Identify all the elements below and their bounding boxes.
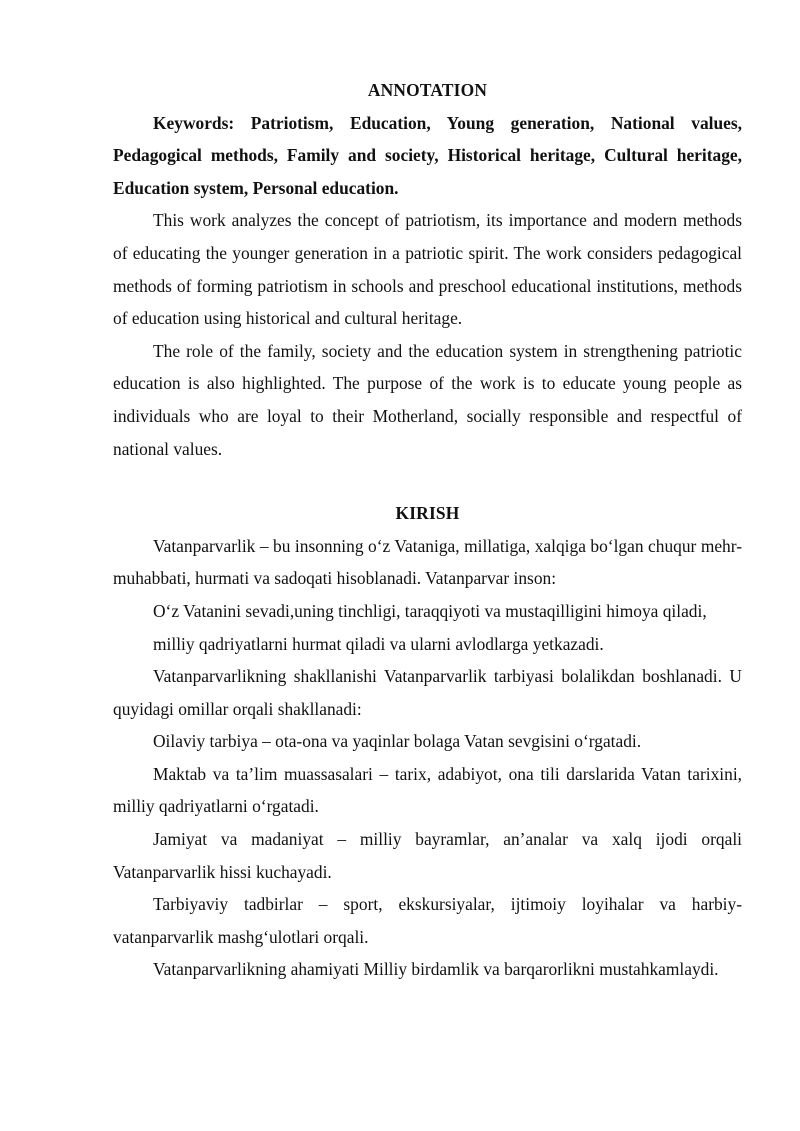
kirish-paragraph: milliy qadriyatlarni hurmat qiladi va ularni avlodlarga yetkazadi. <box>153 633 604 654</box>
annotation-heading: ANNOTATION <box>367 80 488 100</box>
kirish-paragraph: Maktab va ta’lim muassasalari – tarix, adabiyot, ona tili darslarida Vatan tarixini, milliy qadriyatlarni o‘rgatadi. <box>113 763 742 817</box>
annotation-paragraph: This work analyzes the concept of patriotism, its importance and modern methods of educating the younger generation in a patriotic spirit. The work considers pedagogical methods of forming patriotism in schools and preschool educational institutions, methods of education using historical and cultural heritage. <box>113 210 742 329</box>
kirish-paragraph: Jamiyat va madaniyat – milliy bayramlar, an’analar va xalq ijodi orqali Vatanparvarlik hissi kuchayadi. <box>113 829 742 882</box>
document-page <box>113 74 742 986</box>
kirish-paragraph: O‘z Vatanini sevadi,uning tinchligi, taraqqiyoti va mustaqilligini himoya qiladi, <box>153 600 707 621</box>
annotation-paragraph: The role of the family, society and the education system in strengthening patriotic education is also highlighted. The purpose of the work is to educate young people as individuals who are loyal to their Motherland, socially responsible and respectful of national values. <box>113 340 742 459</box>
keywords-paragraph: Keywords: Patriotism, Education, Young generation, National values, Pedagogical methods, Family and society, Historical heritage, Cultural heritage, Education system, Personal education. <box>113 112 742 198</box>
kirish-heading: KIRISH <box>395 503 460 524</box>
kirish-paragraph: Tarbiyaviy tadbirlar – sport, ekskursiyalar, ijtimoiy loyihalar va harbiy-vatanparvarlik mashg‘ulotlari orqali. <box>113 894 742 947</box>
kirish-paragraph: Vatanparvarlik – bu insonning o‘z Vataniga, millatiga, xalqiga bo‘lgan chuqur mehr-muhabbati, hurmati va sadoqati hisoblanadi. Vatanparvar inson: <box>113 535 742 589</box>
kirish-paragraph: Vatanparvarlikning shakllanishi Vatanparvarlik tarbiyasi bolalikdan boshlanadi. U quyidagi omillar orqali shakllanadi: <box>113 666 742 719</box>
kirish-paragraph: Vatanparvarlikning ahamiyati Milliy birdamlik va barqarorlikni mustahkamlaydi. <box>153 959 719 980</box>
kirish-paragraph: Oilaviy tarbiya – ota-ona va yaqinlar bolaga Vatan sevgisini o‘rgatadi. <box>153 731 642 752</box>
